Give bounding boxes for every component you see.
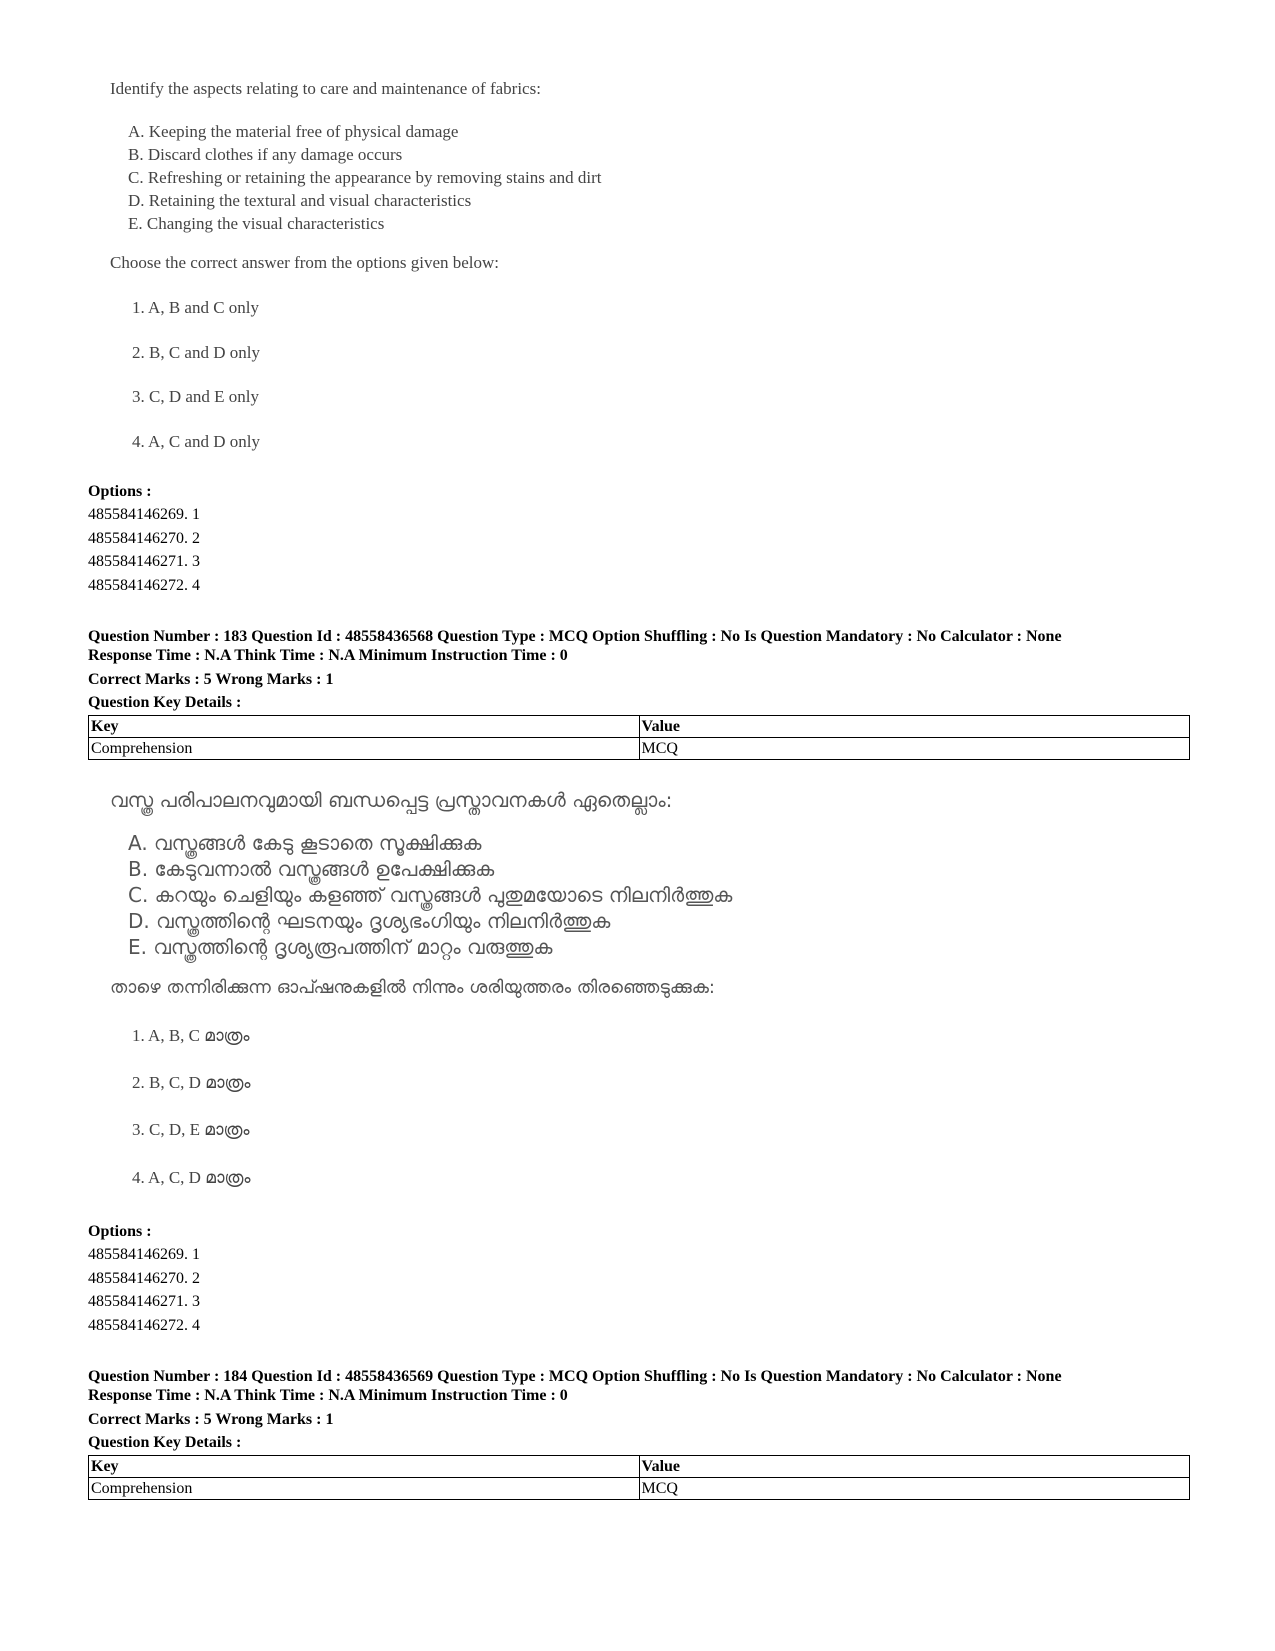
question-marks: Correct Marks : 5 Wrong Marks : 1 [88, 1411, 334, 1428]
choice-1: 1. A, B and C only [132, 298, 260, 317]
statement-c: C. കറയും ചെളിയും കളഞ്ഞ് വസ്ത്രങ്ങൾ പുതുമയോടെ നിലനിർത്തുക [128, 883, 733, 907]
options-label: Options : [88, 1223, 152, 1240]
question-meta-line2: Response Time : N.A Think Time : N.A Minimum Instruction Time : 0 [88, 1387, 568, 1404]
table-header-key: Key [89, 1456, 640, 1478]
statement-d: D. വസ്ത്രത്തിന്റെ ഘടനയും ദൃശ്യഭംഗിയും നിലനിർത്തുക [128, 909, 611, 933]
option-item: 485584146271. 3 [88, 553, 200, 570]
options-label: Options : [88, 483, 152, 500]
question-meta-line1: Question Number : 184 Question Id : 48558436569 Question Type : MCQ Option Shuffling : No Is Question Mandatory : No Calculator : None [88, 1368, 1062, 1385]
options-list [88, 503, 200, 597]
table-row [89, 738, 1190, 760]
options-list [88, 1243, 200, 1337]
table-cell-value: MCQ [639, 1478, 1190, 1500]
choice-4: 4. A, C and D only [132, 432, 260, 451]
option-item: 485584146270. 2 [88, 1269, 200, 1287]
choose-instruction: Choose the correct answer from the options given below: [110, 253, 500, 272]
option-item: 485584146272. 4 [88, 576, 200, 594]
option-item: 485584146272. 4 [88, 1316, 200, 1334]
choice-3: 3. C, D, E മാത്രം [132, 1120, 250, 1139]
statement-e: E. വസ്ത്രത്തിന്റെ ദൃശ്യരൂപത്തിന് മാറ്റം വരുത്തുക [128, 935, 553, 959]
question-meta-line2: Response Time : N.A Think Time : N.A Minimum Instruction Time : 0 [88, 647, 568, 664]
question-stem: Identify the aspects relating to care and maintenance of fabrics: [110, 79, 541, 98]
statement-b: B. Discard clothes if any damage occurs [128, 145, 403, 164]
table-row [89, 1478, 1190, 1500]
statement-d: D. Retaining the textural and visual characteristics [128, 191, 472, 210]
option-item: 485584146271. 3 [88, 1293, 200, 1310]
table-header-key: Key [89, 716, 640, 738]
choice-2: 2. B, C and D only [132, 343, 260, 362]
statement-e: E. Changing the visual characteristics [128, 214, 385, 233]
choose-instruction: താഴെ തന്നിരിക്കുന്ന ഓപ്ഷനുകളിൽ നിന്നും ശരിയുത്തരം തിരഞ്ഞെടുക്കുക: [110, 977, 715, 998]
question-stem: വസ്ത്ര പരിപാലനവുമായി ബന്ധപ്പെട്ട പ്രസ്താവനകൾ ഏതെല്ലാം: [110, 788, 673, 812]
question-meta-line1: Question Number : 183 Question Id : 48558436568 Question Type : MCQ Option Shuffling : No Is Question Mandatory : No Calculator : None [88, 628, 1062, 645]
table-header-value: Value [639, 1456, 1190, 1478]
statement-a: A. വസ്ത്രങ്ങൾ കേടു കൂടാതെ സൂക്ഷിക്കുക [128, 831, 482, 855]
statement-b: B. കേടുവന്നാൽ വസ്ത്രങ്ങൾ ഉപേക്ഷിക്കുക [128, 857, 495, 881]
question-marks: Correct Marks : 5 Wrong Marks : 1 [88, 671, 334, 688]
choice-4: 4. A, C, D മാത്രം [132, 1168, 251, 1187]
table-header-value: Value [639, 716, 1190, 738]
statement-c: C. Refreshing or retaining the appearance by removing stains and dirt [128, 168, 602, 187]
choice-3: 3. C, D and E only [132, 387, 260, 406]
table-cell-value: MCQ [639, 738, 1190, 760]
table-header-row [89, 1456, 1190, 1478]
question-key-table [88, 715, 1190, 760]
choice-1: 1. A, B, C മാത്രം [132, 1026, 250, 1045]
statement-a: A. Keeping the material free of physical damage [128, 122, 459, 141]
option-item: 485584146269. 1 [88, 506, 200, 523]
question-key-details-label: Question Key Details : [88, 1434, 242, 1451]
question-key-table [88, 1455, 1190, 1500]
table-cell-key: Comprehension [89, 738, 640, 760]
choice-2: 2. B, C, D മാത്രം [132, 1073, 251, 1092]
question-key-details-label: Question Key Details : [88, 694, 242, 711]
option-item: 485584146269. 1 [88, 1246, 200, 1263]
table-cell-key: Comprehension [89, 1478, 640, 1500]
option-item: 485584146270. 2 [88, 529, 200, 547]
table-header-row [89, 716, 1190, 738]
